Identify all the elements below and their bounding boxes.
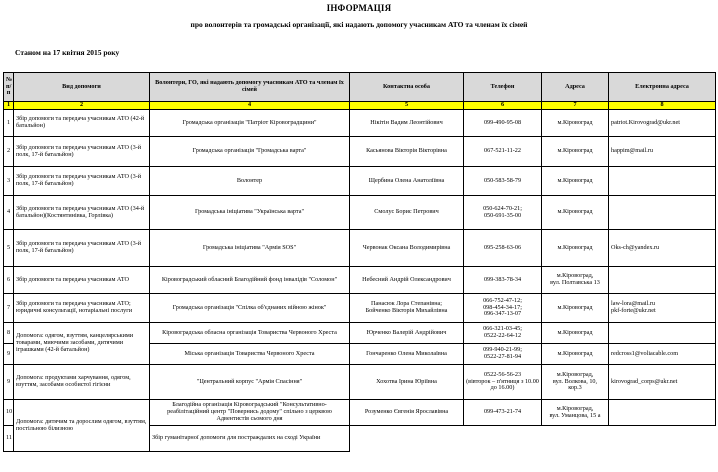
email-cell bbox=[609, 267, 716, 294]
phone-cell: 050-624-70-21; 050-691-35-00 bbox=[464, 196, 542, 230]
address-cell: м.Кіровоград bbox=[542, 230, 609, 267]
phone-cell: 099-490-95-08 bbox=[464, 110, 542, 137]
address-cell: м.Кіровоград, вул. Уманцова, 15 а bbox=[542, 400, 609, 426]
header-number: № п/п bbox=[4, 73, 14, 102]
contact-person-cell: Червонак Оксана Володимирівна bbox=[350, 230, 464, 267]
address-cell: м.Кіровоград bbox=[542, 196, 609, 230]
table-row bbox=[4, 400, 716, 426]
contact-person-cell: Нікітін Вадим Леонтійович bbox=[350, 110, 464, 137]
contact-person-cell: Гончаренко Олена Миколаївна bbox=[350, 344, 464, 365]
table-row bbox=[4, 267, 716, 294]
phone-cell: 099-383-78-34 bbox=[464, 267, 542, 294]
organization-cell: Громадська ініціатива "Армія SOS" bbox=[150, 230, 350, 267]
header-aid-type: Вид допомоги bbox=[14, 73, 150, 102]
organization-cell: Кіровоградський обласний Благодійний фонд інвалідів "Соломон" bbox=[150, 267, 350, 294]
email-cell: redcross1@voliacable.com bbox=[609, 344, 716, 365]
column-number-row bbox=[4, 102, 716, 110]
email-cell bbox=[609, 400, 716, 426]
phone-cell: 050-583-58-79 bbox=[464, 167, 542, 196]
aid-type-cell: Збір допомоги та передача учасникам АТО (34-й батальйон)(Костянтинівка, Горлівка) bbox=[14, 196, 150, 230]
contact-person-cell: Смолус Борис Петрович bbox=[350, 196, 464, 230]
address-cell: м.Кіровоград bbox=[542, 110, 609, 137]
aid-type-cell: Збір допомоги та передача учасникам АТО bbox=[14, 267, 150, 294]
organization-cell: Волонтер bbox=[150, 167, 350, 196]
table-row bbox=[4, 294, 716, 323]
table-row bbox=[4, 230, 716, 267]
column-number: 5 bbox=[350, 102, 464, 110]
row-number: 3 bbox=[4, 167, 14, 196]
phone-cell: 066-752-47-12; 098-454-34-17; 096-347-13-07 bbox=[464, 294, 542, 323]
aid-type-cell: Збір допомоги та передача учасникам АТО (3-й полк, 17-й батальйон) bbox=[14, 167, 150, 196]
as-of-date: Станом на 17 квітня 2015 року bbox=[15, 48, 120, 57]
row-number: 10 bbox=[4, 400, 14, 426]
organization-cell: Кіровоградська обласна організація Товариства Червоного Хреста bbox=[150, 323, 350, 344]
aid-type-cell: Допомога: продуктами харчування, одягом, взуттям, засобами особистої гігієни bbox=[14, 365, 150, 400]
email-cell bbox=[609, 167, 716, 196]
contact-person-cell: Касьянова Вікторія Вікторівна bbox=[350, 137, 464, 167]
document-subtitle: про волонтерів та громадські організації, які надають допомогу учасникам АТО та членам їх сімей bbox=[190, 20, 528, 29]
aid-type-cell: Збір допомоги та передача учасникам АТО; юридичні консультації, нотаріальні послуги bbox=[14, 294, 150, 323]
contact-person-cell: Небесний Андрій Олександрович bbox=[350, 267, 464, 294]
column-number: 2 bbox=[14, 102, 150, 110]
table-row bbox=[4, 167, 716, 196]
volunteer-table bbox=[3, 72, 716, 452]
row-number: 6 bbox=[4, 267, 14, 294]
row-number: 9 bbox=[4, 344, 14, 365]
column-number: 6 bbox=[464, 102, 542, 110]
column-number: 4 bbox=[150, 102, 350, 110]
header-row bbox=[4, 73, 716, 102]
address-cell: м.Кіровоград bbox=[542, 167, 609, 196]
contact-person-cell: Панасюк Лора Степанівна; Бойченко Вікторія Михайлівна bbox=[350, 294, 464, 323]
address-cell: м.Кіровоград, вул. Полтавська 13 bbox=[542, 267, 609, 294]
aid-type-cell: Допомога: дитячим та дорослим одягом, взуттям, постільною білизною bbox=[14, 400, 150, 452]
phone-cell: 0522-56-56-23 (вівторок – п'ятниця з 10.00 до 16.00) bbox=[464, 365, 542, 400]
email-cell: kirovograd_corps@ukr.net bbox=[609, 365, 716, 400]
aid-type-cell: Збір допомоги та передача учасникам АТО (42-й батальйон) bbox=[14, 110, 150, 137]
email-cell: Oks-ch@yandex.ru bbox=[609, 230, 716, 267]
contact-person-cell: Юрченко Валерій Андрійович bbox=[350, 323, 464, 344]
table-row bbox=[4, 137, 716, 167]
header-phone: Телефон bbox=[464, 73, 542, 102]
header-organization: Волонтери, ГО, які надають допомогу учасникам АТО та членам їх сімей bbox=[150, 73, 350, 102]
contact-person-cell: Розуменко Євгенія Ярославівна bbox=[350, 400, 464, 426]
email-cell bbox=[609, 323, 716, 344]
address-cell: м.Кіровоград bbox=[542, 323, 609, 344]
column-number: 8 bbox=[609, 102, 716, 110]
email-cell bbox=[609, 196, 716, 230]
header-contact-person: Контактна особа bbox=[350, 73, 464, 102]
address-cell: м.Кіровоград, вул. Волкова, 10, кор.3 bbox=[542, 365, 609, 400]
organization-cell: Громадська організація "Громадська варта" bbox=[150, 137, 350, 167]
row-number: 4 bbox=[4, 196, 14, 230]
organization-cell: Міська організація Товариства Червоного Хреста bbox=[150, 344, 350, 365]
header-address: Адреса bbox=[542, 73, 609, 102]
phone-cell: 099-940-21-99; 0522-27-81-94 bbox=[464, 344, 542, 365]
row-number: 11 bbox=[4, 426, 14, 452]
aid-type-cell: Збір допомоги та передача учасникам АТО (3-й полк, 17-й батальйон) bbox=[14, 137, 150, 167]
organization-cell: Благодійна організація Кіровоградський "Консультативно-реабілітаційний центр "Повернись додому" спільно з церквою Адвентистів сьомого дня bbox=[150, 400, 350, 426]
table-row bbox=[4, 110, 716, 137]
table-row bbox=[4, 365, 716, 400]
organization-cell: Громадська ініціатива "Українська варта" bbox=[150, 196, 350, 230]
row-number: 5 bbox=[4, 230, 14, 267]
email-cell: law-lora@mail.ru pkf-forte@ukr.net bbox=[609, 294, 716, 323]
aid-type-cell: Збір гуманітарної допомоги для постраждалих на сході України bbox=[150, 426, 350, 452]
organization-cell: Громадська організація "Спілка об'єднаних війною жінок" bbox=[150, 294, 350, 323]
phone-cell: 095-258-63-06 bbox=[464, 230, 542, 267]
phone-cell: 099-473-21-74 bbox=[464, 400, 542, 426]
table-row bbox=[4, 196, 716, 230]
contact-person-cell: Хохотва Ірина Юріївна bbox=[350, 365, 464, 400]
email-cell: patriot.Kirovograd@ukr.net bbox=[609, 110, 716, 137]
row-number: 9 bbox=[4, 365, 14, 400]
address-cell: м.Кіровоград bbox=[542, 137, 609, 167]
header-email: Електронна адреса bbox=[609, 73, 716, 102]
row-number: 1 bbox=[4, 110, 14, 137]
row-number: 7 bbox=[4, 294, 14, 323]
aid-type-cell: Допомога: одягом, взуттям, канцелярськими товарами, миючими засобами, дитячими іграшками (42-й батальйон) bbox=[14, 323, 150, 365]
column-number: 7 bbox=[542, 102, 609, 110]
address-cell: м.Кіровоград bbox=[542, 294, 609, 323]
row-number: 2 bbox=[4, 137, 14, 167]
address-cell: м.Кіровоград bbox=[542, 344, 609, 365]
row-number: 8 bbox=[4, 323, 14, 344]
organization-cell: Громадська організація "Патріот Кіровоградщини" bbox=[150, 110, 350, 137]
contact-person-cell: Щербина Олена Анатоліївна bbox=[350, 167, 464, 196]
phone-cell: 067-521-11-22 bbox=[464, 137, 542, 167]
table-row bbox=[4, 323, 716, 344]
column-number: 1 bbox=[4, 102, 14, 110]
phone-cell: 066-321-03-45; 0522-22-64-12 bbox=[464, 323, 542, 344]
organization-cell: "Центральний корпус "Армія Спасіння" bbox=[150, 365, 350, 400]
email-cell: happim@mail.ru bbox=[609, 137, 716, 167]
document-title: ІНФОРМАЦІЯ bbox=[326, 3, 392, 13]
aid-type-cell: Збір допомоги та передача учасникам АТО (3-й полк, 17-й батальйон) bbox=[14, 230, 150, 267]
